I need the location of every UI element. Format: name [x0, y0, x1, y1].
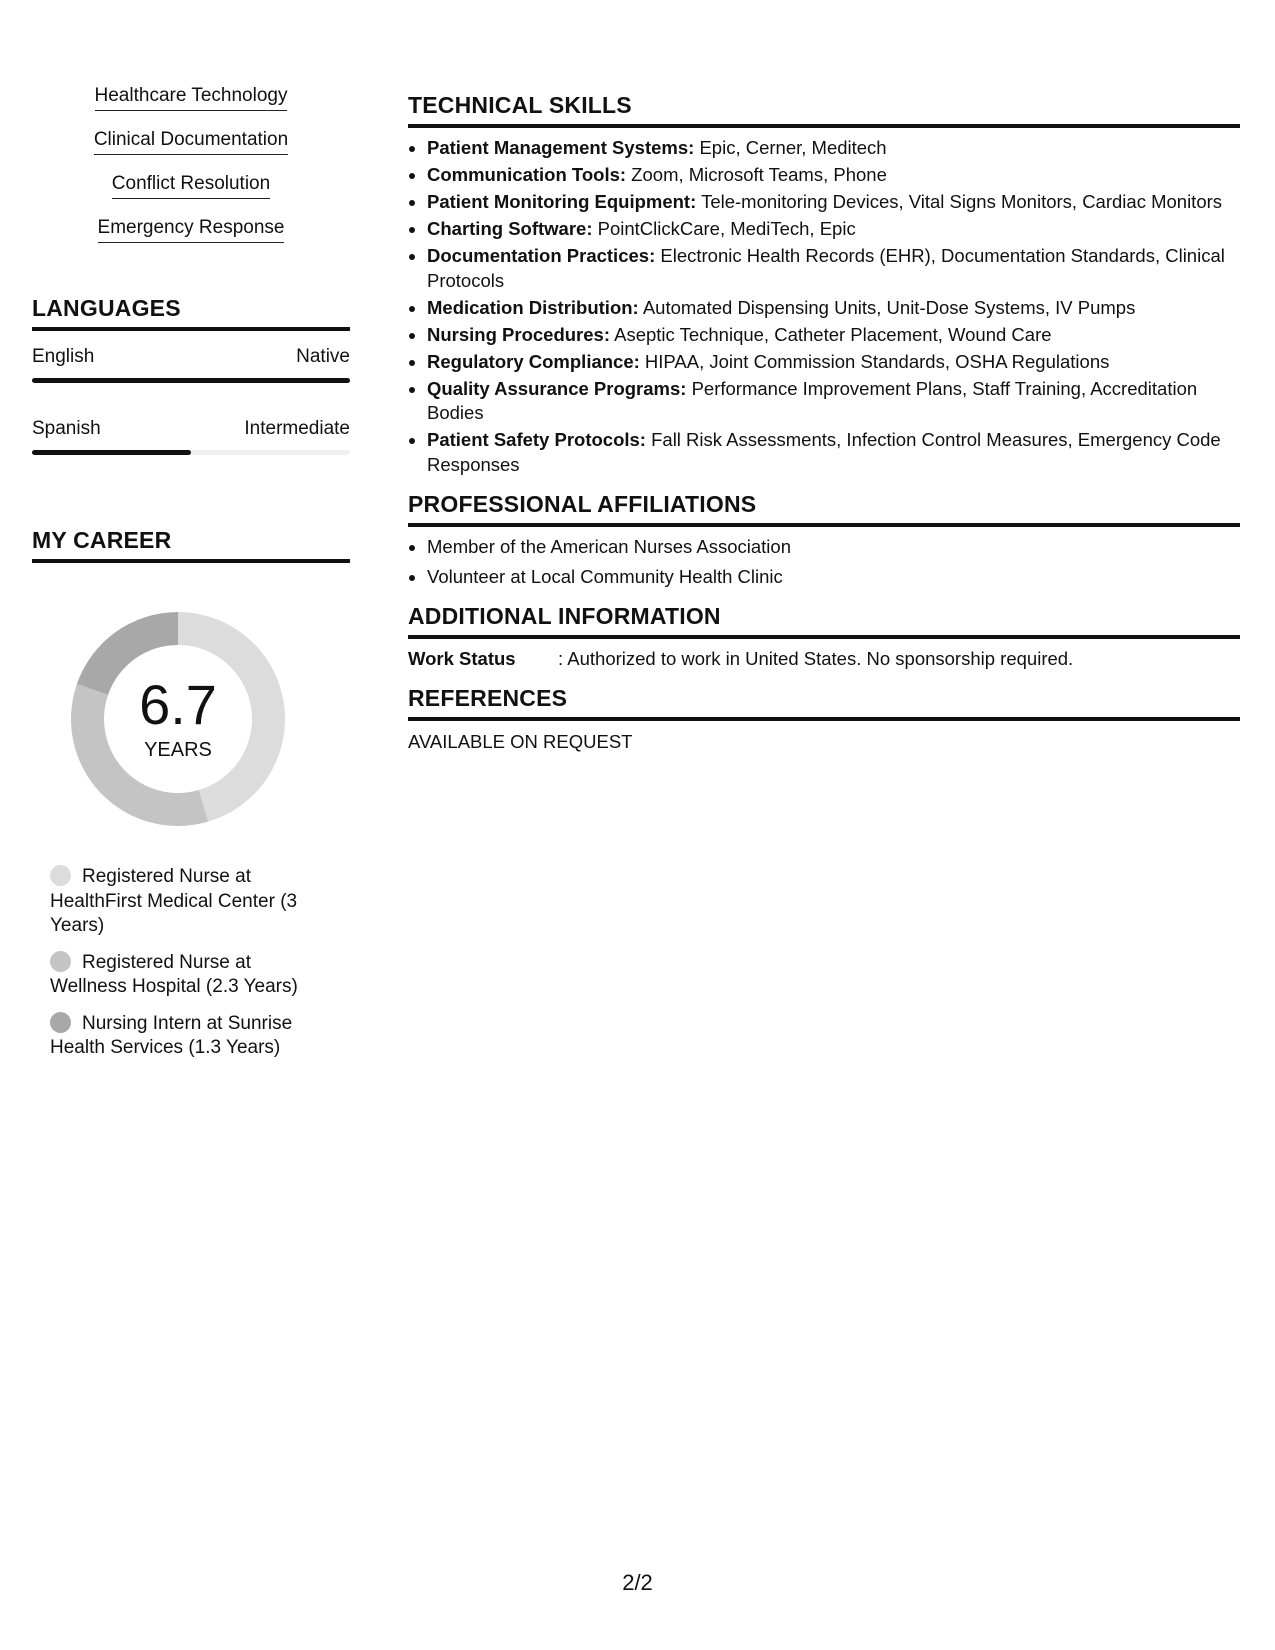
- list-item: • Communication Tools: Zoom, Microsoft Teams, Phone: [427, 163, 1240, 188]
- list-item: • Patient Management Systems: Epic, Cerner, Meditech: [427, 136, 1240, 161]
- language-row: [32, 417, 350, 455]
- legend-item: [50, 865, 310, 939]
- legend-dot: [50, 951, 71, 972]
- language-level: Native: [296, 346, 350, 367]
- technical-skills-section: [408, 92, 1240, 477]
- career-section: [32, 527, 350, 1061]
- right-column: [408, 92, 1240, 754]
- language-row: [32, 345, 350, 383]
- proficiency-bar: [32, 378, 350, 383]
- legend-dot: [50, 1012, 71, 1033]
- skill-tag: Clinical Documentation: [94, 128, 288, 155]
- career-total: 6.7: [139, 673, 217, 736]
- legend-label: Nursing Intern at Sunrise Health Services (1.3 Years): [50, 1012, 293, 1058]
- left-column: [32, 84, 350, 1073]
- career-donut: [66, 607, 290, 831]
- language-name: English: [32, 346, 95, 367]
- skill-tag: Emergency Response: [98, 216, 285, 243]
- additional-info-section: [408, 603, 1240, 671]
- affiliations-section: [408, 491, 1240, 589]
- career-title: MY CAREER: [32, 527, 350, 563]
- references-section: [408, 685, 1240, 754]
- skill-tags: [32, 84, 350, 260]
- list-item: • Documentation Practices: Electronic Health Records (EHR), Documentation Standards, Clinical Protocols: [427, 244, 1240, 293]
- skill-tag: Conflict Resolution: [112, 172, 270, 199]
- language-name: Spanish: [32, 418, 101, 439]
- work-status-label: Work Status: [408, 648, 516, 669]
- legend-item: [50, 1012, 310, 1061]
- career-unit: YEARS: [144, 739, 212, 761]
- references-title: REFERENCES: [408, 685, 1240, 721]
- legend-dot: [50, 865, 71, 886]
- proficiency-fill: [32, 450, 191, 455]
- languages-title: LANGUAGES: [32, 295, 350, 331]
- references-text: AVAILABLE ON REQUEST: [408, 731, 633, 752]
- list-item: • Patient Monitoring Equipment: Tele-monitoring Devices, Vital Signs Monitors, Cardiac Monitors: [427, 190, 1240, 215]
- legend-label: Registered Nurse at HealthFirst Medical Center (3 Years): [50, 866, 298, 936]
- language-level: Intermediate: [244, 418, 350, 439]
- proficiency-bar: [32, 450, 350, 455]
- technical-skills-title: TECHNICAL SKILLS: [408, 92, 1240, 128]
- list-item: • Regulatory Compliance: HIPAA, Joint Commission Standards, OSHA Regulations: [427, 350, 1240, 375]
- list-item: • Volunteer at Local Community Health Clinic: [427, 565, 1240, 590]
- skill-tag: Healthcare Technology: [95, 84, 288, 111]
- list-item: • Quality Assurance Programs: Performance Improvement Plans, Staff Training, Accreditation Bodies: [427, 377, 1240, 426]
- page-number: 2/2: [622, 1570, 653, 1595]
- legend-item: [50, 951, 310, 1000]
- work-status-value: : Authorized to work in United States. No sponsorship required.: [558, 648, 1074, 669]
- proficiency-fill: [32, 378, 350, 383]
- legend-label: Registered Nurse at Wellness Hospital (2.3 Years): [50, 951, 298, 997]
- affiliations-title: PROFESSIONAL AFFILIATIONS: [408, 491, 1240, 527]
- list-item: • Patient Safety Protocols: Fall Risk Assessments, Infection Control Measures, Emergency Code Responses: [427, 428, 1240, 477]
- list-item: • Medication Distribution: Automated Dispensing Units, Unit-Dose Systems, IV Pumps: [427, 296, 1240, 321]
- additional-info-title: ADDITIONAL INFORMATION: [408, 603, 1240, 639]
- work-status-row: [408, 647, 1240, 671]
- list-item: • Charting Software: PointClickCare, MediTech, Epic: [427, 217, 1240, 242]
- career-legend: [32, 865, 310, 1061]
- list-item: • Member of the American Nurses Association: [427, 535, 1240, 560]
- languages-section: [32, 295, 350, 455]
- list-item: • Nursing Procedures: Aseptic Technique, Catheter Placement, Wound Care: [427, 323, 1240, 348]
- affiliations-list: [408, 535, 1240, 589]
- technical-skills-list: [408, 136, 1240, 477]
